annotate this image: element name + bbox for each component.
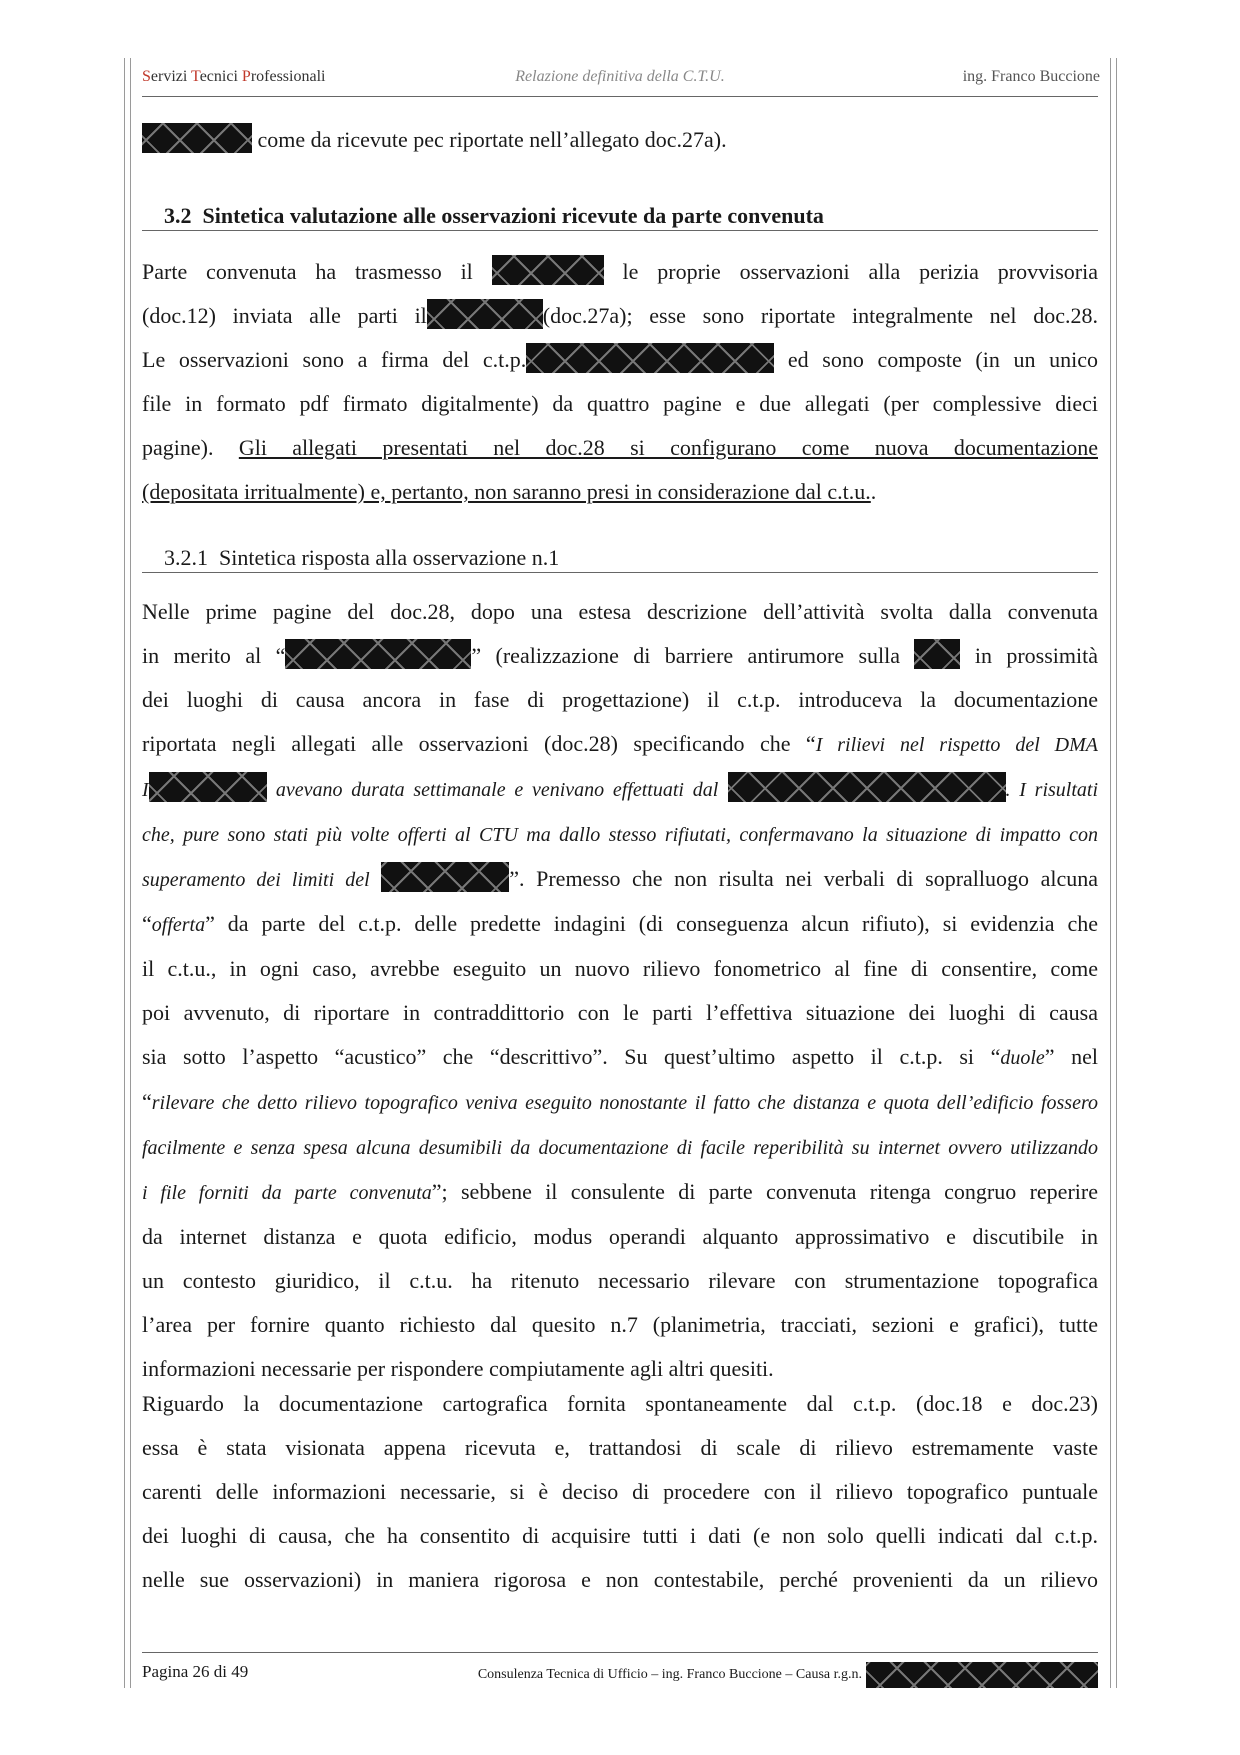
subsection-heading-3-2-1: 3.2.1 Sintetica risposta alla osservazione n.1 [164, 545, 560, 570]
redacted-block [427, 299, 543, 329]
frame-left-outer [124, 58, 125, 1688]
section-heading-rule [142, 230, 1098, 231]
frame-right-outer [1116, 58, 1117, 1688]
footer-rule [142, 1652, 1098, 1653]
redacted-block [149, 772, 267, 802]
paragraph-1: Parte convenuta ha trasmesso il le proprie osservazioni alla perizia provvisoria (doc.12) inviata alle parti il (doc.27a); esse sono riportate integralmente nel doc.28. Le osservazioni sono a firma del c.t.p. ed sono composte (in un unico file in formato pdf firmato digitalmente) da quattro pagine e due allegati (per complessive dieci pagine). Gli allegati presentati nel doc.28 si configurano come nuova documentazione (depositata irritualmente) e, pertanto, non saranno presi in considerazione dal c.t.u.. [142, 250, 1098, 514]
frame-left-inner [130, 58, 131, 1688]
section-heading-3-2: 3.2 Sintetica valutazione alle osservazioni ricevute da parte convenuta [164, 203, 824, 228]
subsection-heading-rule [142, 572, 1098, 573]
header-company: Servizi Tecnici Professionali [142, 68, 326, 85]
header-document-title: Relazione definitiva della C.T.U. [515, 68, 725, 85]
paragraph-2: Nelle prime pagine del doc.28, dopo una estesa descrizione dell’attività svolta dalla convenuta in merito al “ ” (realizzazione di barriere antirumore sulla in prossimità dei luoghi di causa ancora in fase di progettazione) il c.t.p. introduceva la documentazione riportata negli allegati alle osservazioni (doc.28) specificando che “I rilievi nel rispetto del DMA I avevano durata settimanale e venivano effettuati dal . I risultati che, pure sono stati più volte offerti al CTU ma dallo stesso rifiutati, confermavano la situazione di impatto con superamento dei limiti del ”. Premesso che non risulta nei verbali di sopralluogo alcuna “offerta” da parte del c.t.p. delle predette indagini (di conseguenza alcun rifiuto), si evidenzia che il c.t.u., in ogni caso, avrebbe eseguito un nuovo rilievo fonometrico al fine di consentire, come poi avvenuto, di riportare in contraddittorio con le parti l’effettiva situazione dei luoghi di causa sia sotto l’aspetto “acustico” che “descrittivo”. Su quest’ultimo aspetto il c.t.p. si “duole” nel “rilevare che detto rilievo topografico veniva eseguito nonostante il fatto che distanza e quota dell’edificio fossero facilmente e senza spesa alcuna desumibili da documentazione di facile reperibilità su internet ovvero utilizzando i file forniti da parte convenuta”; sebbene il consulente di parte convenuta ritenga congruo reperire da internet distanza e quota edificio, modus operandi alquanto approssimativo e discutibile in un contesto giuridico, il c.t.u. ha ritenuto necessario rilevare con strumentazione topografica l’area per fornire quanto richiesto dal quesito n.7 (planimetria, tracciati, sezioni e grafici), tutte informazioni necessarie per rispondere compiutamente agli altri quesiti. [142, 599, 1099, 1381]
frame-right-inner [1110, 58, 1111, 1688]
page-number: Pagina 26 di 49 [142, 1662, 249, 1681]
footer-case-reference: Consulenza Tecnica di Ufficio – ing. Franco Buccione – Causa r.g.n. [478, 1662, 1098, 1688]
redacted-block [866, 1662, 1098, 1688]
redacted-block [728, 772, 1006, 802]
continuation-text: come da ricevute pec riportate nell’allegato doc.27a). [142, 118, 1098, 162]
redacted-block [492, 255, 604, 285]
redacted-block [381, 862, 509, 892]
paragraph-3: Riguardo la documentazione cartografica fornita spontaneamente dal c.t.p. (doc.18 e doc.23) essa è stata visionata appena ricevuta e, trattandosi di scale di rilievo estremamente vaste carenti delle informazioni necessarie, si è deciso di procedere con il rilievo topografico puntuale dei luoghi di causa, che ha consentito di acquisire tutti i dati (e non solo quelli indicati dal c.t.p. nelle sue osservazioni) in maniera rigorosa e non contestabile, perché provenienti da un rilievo [142, 1391, 1098, 1592]
redacted-block [526, 343, 774, 373]
redacted-block [914, 639, 960, 669]
redacted-block [142, 123, 252, 153]
redacted-block [285, 639, 471, 669]
header-rule [142, 96, 1098, 97]
header-author: ing. Franco Buccione [962, 68, 1100, 85]
